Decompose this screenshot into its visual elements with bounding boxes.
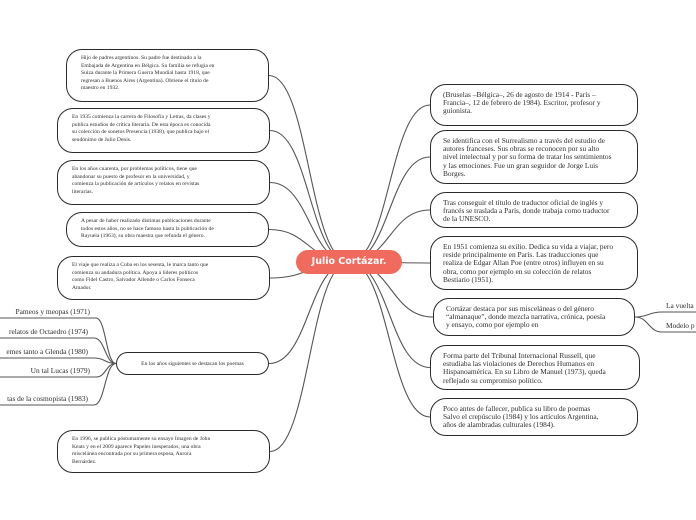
left-topic-text: En 1935 comienza la carrera de Filosofía y Letras, da clases y publica estudios de crítica literaria. De esta época es conocida su colección de sonetos Presencia (1938), que publica bajo el seudónimo de Julio Denis. <box>72 114 211 143</box>
right-topic-node[interactable] <box>430 130 638 184</box>
left-topic-node[interactable] <box>57 108 270 153</box>
right-topic-text: Poco antes de fallecer, publica su libro de poemas Salvo el crepúsculo (1984) y los artículos Argentina, años de alambradas culturales (1984). <box>443 404 599 430</box>
connector-line <box>349 262 430 417</box>
right-topic-text: Forma parte del Tribunal Internacional Russell, que estudiaba las violaciones de Derechos Humanos en Hispanoamérica. En su Libro de Manuel (1973), queda reflejado su compromiso político. <box>443 351 606 385</box>
left-topic-node[interactable] <box>57 430 270 473</box>
connector-line <box>270 262 349 452</box>
connector-line <box>94 364 116 406</box>
right-leaf-item[interactable]: La vuelta <box>666 301 694 310</box>
left-topic-node[interactable] <box>57 160 270 205</box>
right-topic-node[interactable] <box>430 236 638 290</box>
poem-item[interactable]: tas de la cosmopista (1983) <box>7 394 88 403</box>
right-leaf-item[interactable]: Modelo p <box>666 321 695 330</box>
poem-item[interactable]: relatos de Octaedro (1974) <box>8 327 88 336</box>
poem-item[interactable]: emes tanto a Glenda (1980) <box>6 347 88 356</box>
left-topic-node[interactable] <box>57 256 270 300</box>
right-topic-node[interactable] <box>430 84 638 126</box>
right-topic-node[interactable] <box>433 298 635 336</box>
connector-line <box>635 312 662 317</box>
left-topic-text: A pesar de haber realizado distintas publicaciones durante todos estos años, no se hace famoso hasta la publicación de Rayuela (1963), su obra maestra que refunda el género. <box>81 218 214 239</box>
right-topic-text: En 1951 comienza su exilio. Dedica su vida a viajar, pero reside principalmente en París. Las traducciones que realiza de Edgar Allan Poe (entre otros) influyen en su obra, como por ejemplo en su colección de relatos Bestiario (1951). <box>443 242 614 284</box>
left-topic-text: Hijo de padres argentinos. Su padre fue destinado a la Embajada de Argentina en Bélgica. Su familia se refugia en Suiza durante la Primera Guerra Mundial hasta 1918, que regresan a Buenos Aires (Argentina). Obtiene el título de maestro en 1932. <box>81 55 215 91</box>
left-topic-node[interactable] <box>116 352 269 375</box>
right-topic-text: Tras conseguir el título de traductor oficial de inglés y francés se traslada a París, donde trabaja como traductor de la UNESCO. <box>443 198 610 224</box>
left-topic-node[interactable] <box>66 49 269 102</box>
connector-line <box>269 76 349 263</box>
left-topic-text: En 1996, se publica póstumamente su ensayo Imagen de John Keats y en el 2009 aparece Papeles inesperados, una obra miscelánea encontrada por su primera esposa, Aurora Bernárdez. <box>72 436 211 465</box>
central-topic[interactable]: Julio Cortázar. <box>296 250 402 274</box>
right-topic-node[interactable] <box>430 398 638 436</box>
right-topic-text: Se identifica con el Surrealismo a través del estudio de autores franceses. Sus obras se reconocen por su alto nivel intelectual y por su forma de tratar los sentimientos y las emociones. Fue un gran seguidor de Jorge Luis Borges. <box>443 136 612 178</box>
connector-line <box>349 262 430 368</box>
left-topic-node[interactable] <box>66 212 269 247</box>
left-topic-text: En los años siguientes se destacan los poemas <box>141 361 244 367</box>
connector-line <box>349 105 430 262</box>
poem-item[interactable]: Un tal Lucas (1979) <box>30 366 90 375</box>
right-topic-text: (Bruselas –Bélgica–, 26 de agosto de 1914 - París – Francia–, 12 de febrero de 1984). Escritor, profesor y guionista. <box>443 90 601 116</box>
connector-line <box>349 157 430 262</box>
connector-line <box>270 131 349 263</box>
right-topic-node[interactable] <box>430 192 638 228</box>
connector-line <box>94 338 116 364</box>
connector-line <box>96 364 116 378</box>
right-topic-text: Cortázar destaca por sus misceláneas o del género “almanaque”, donde mezcla narrativa, crónica, poesía y ensayo, como por ejemplo en <box>446 304 606 330</box>
left-topic-text: En los años cuarenta, por problemas políticos, tiene que abandonar su puesto de profesor en la universidad, y comienza la publicación de artículos y relatos en revistas literarias. <box>72 166 200 195</box>
right-topic-node[interactable] <box>430 345 640 390</box>
connector-line <box>635 317 662 332</box>
left-topic-text: El viaje que realiza a Cuba en los sesenta, le marca tanto que comienza su andadura política. Apoya a líderes políticos como Fidel Castro, Salvador Allende o Carlos Fonseca Amador. <box>72 262 209 291</box>
poem-item[interactable]: Pameos y meopas (1971) <box>15 307 90 316</box>
